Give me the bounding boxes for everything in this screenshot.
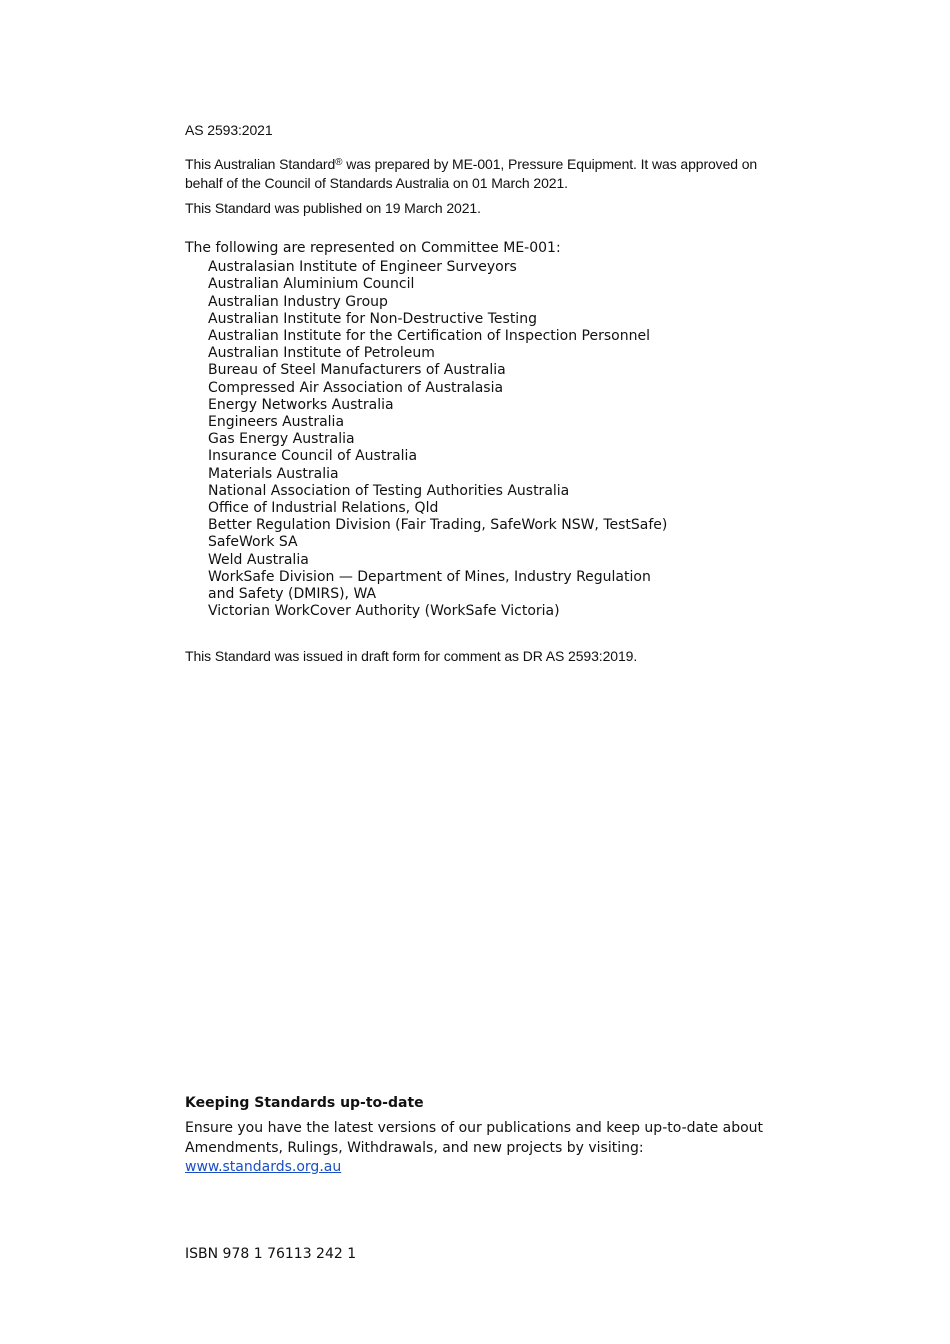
approval-text-end: was prepared by ME-001, Pressure Equipment. It was approved on behalf of the Council of Standards Australia on 01 March 2021. xyxy=(185,156,758,191)
standard-id: AS 2593:2021 xyxy=(185,122,273,138)
committee-member: Better Regulation Division (Fair Trading, SafeWork NSW, TestSafe) xyxy=(208,517,668,534)
committee-member: Engineers Australia xyxy=(208,414,345,431)
committee-member: Office of Industrial Relations, Qld xyxy=(208,500,439,517)
committee-member: Australian Aluminium Council xyxy=(208,276,415,293)
publication-date-statement: This Standard was published on 19 March 2021. xyxy=(185,200,481,216)
draft-note: This Standard was issued in draft form for comment as DR AS 2593:2019. xyxy=(185,648,638,664)
committee-member: SafeWork SA xyxy=(208,534,298,551)
committee-section xyxy=(185,240,805,620)
committee-member: Insurance Council of Australia xyxy=(208,448,418,465)
registered-mark: ® xyxy=(335,157,343,168)
committee-member: Australian Institute for Non-Destructive Testing xyxy=(208,310,537,327)
approval-text-start: This Australian Standard xyxy=(185,156,336,172)
committee-member: National Association of Testing Authorities Australia xyxy=(208,482,570,499)
standards-website-link[interactable]: www.standards.org.au xyxy=(185,1159,342,1175)
committee-member: Compressed Air Association of Australasia xyxy=(208,379,504,396)
keeping-title: Keeping Standards up-to-date xyxy=(185,1095,424,1111)
committee-member: Australian Institute of Petroleum xyxy=(208,345,435,362)
committee-member: WorkSafe Division — Department of Mines, Industry Regulation and Safety (DMIRS), WA xyxy=(208,568,651,603)
committee-member-list xyxy=(185,259,805,620)
committee-member: Australian Institute for the Certification of Inspection Personnel xyxy=(208,328,650,345)
keeping-up-to-date-section xyxy=(185,1094,785,1178)
committee-member: Australasian Institute of Engineer Surveyors xyxy=(208,259,517,276)
committee-member: Energy Networks Australia xyxy=(208,396,394,413)
committee-member: Gas Energy Australia xyxy=(208,431,355,448)
committee-member: Bureau of Steel Manufacturers of Australia xyxy=(208,362,506,379)
committee-member: Victorian WorkCover Authority (WorkSafe Victoria) xyxy=(208,603,560,620)
committee-member: Materials Australia xyxy=(208,465,339,482)
isbn: ISBN 978 1 76113 242 1 xyxy=(185,1246,357,1262)
keeping-body-text: Ensure you have the latest versions of our publications and keep up-to-date about Amendments, Rulings, Withdrawals, and new projects by visiting: xyxy=(185,1120,764,1156)
committee-heading: The following are represented on Committee ME-001: xyxy=(185,240,561,256)
approval-statement xyxy=(185,155,785,193)
committee-member: Australian Industry Group xyxy=(208,293,388,310)
committee-member: Weld Australia xyxy=(208,551,309,568)
keeping-body xyxy=(185,1119,785,1178)
